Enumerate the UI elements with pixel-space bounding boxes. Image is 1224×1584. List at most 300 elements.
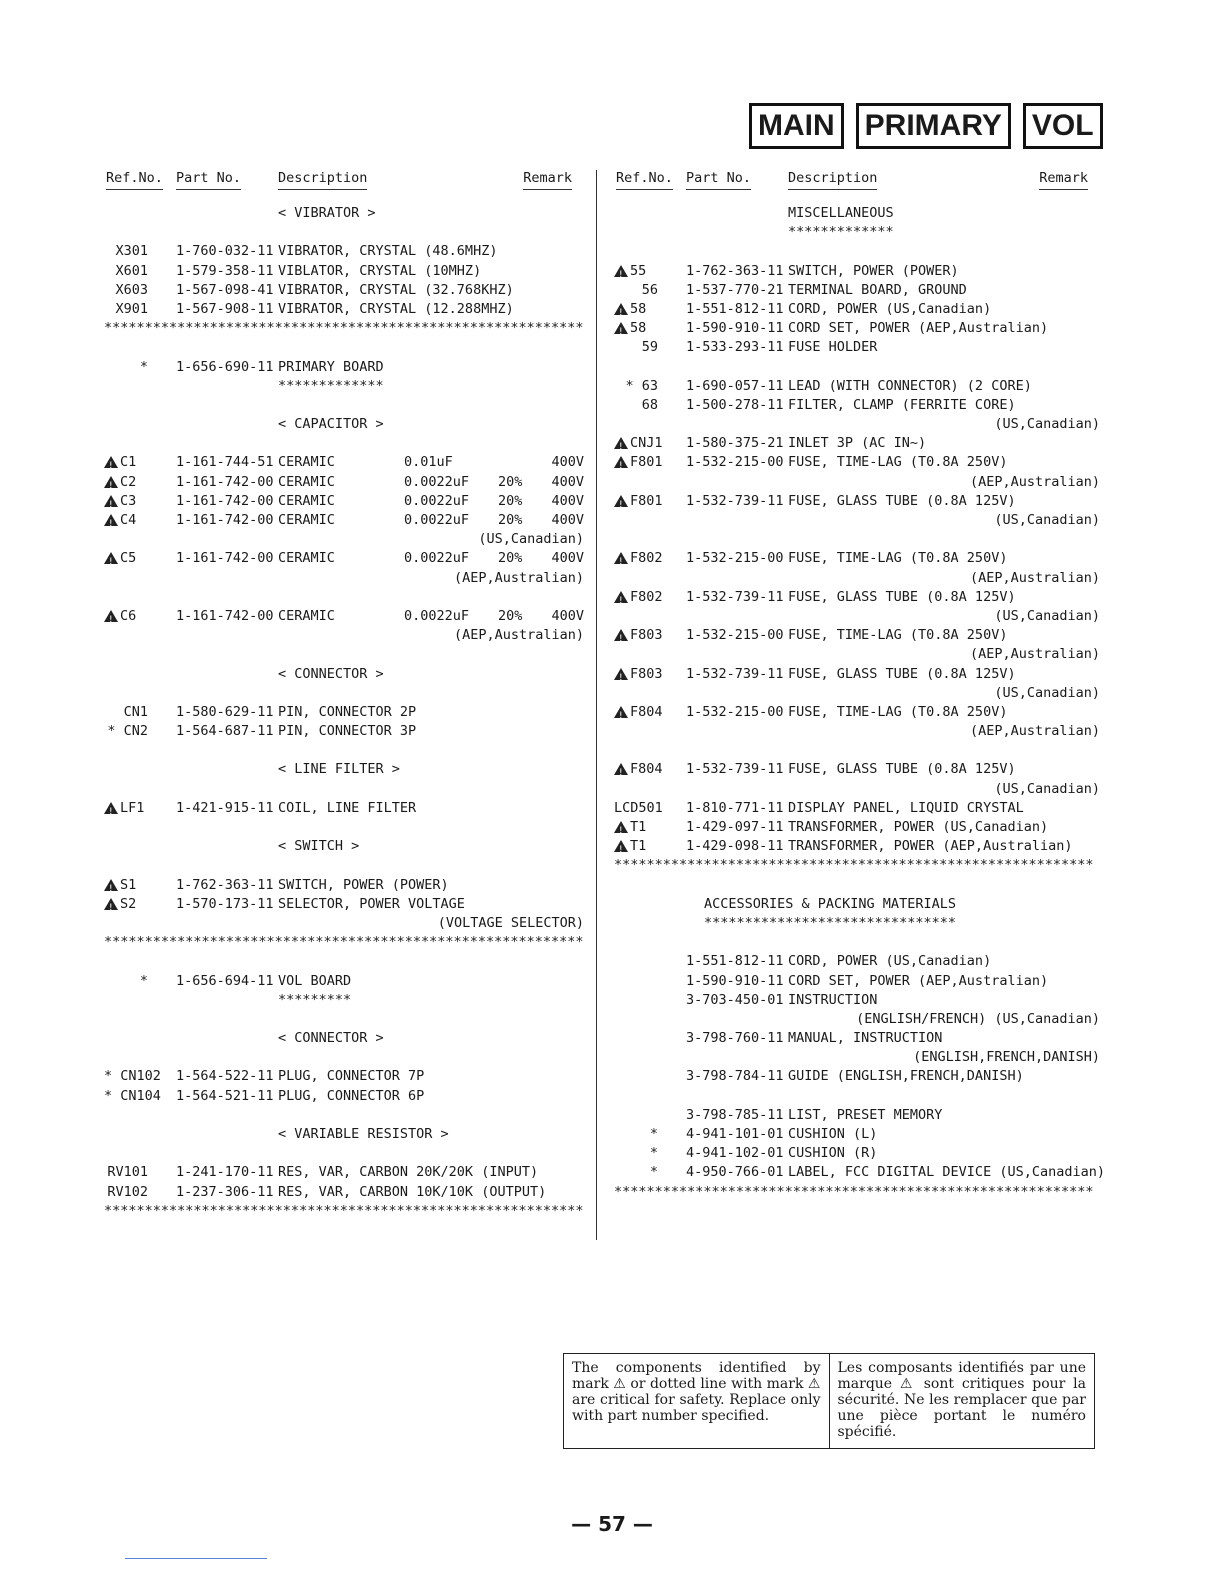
part-description: VIBRATOR, CRYSTAL (32.768KHZ) xyxy=(278,281,514,298)
part-number: 1-161-742-00 xyxy=(176,512,274,528)
part-number: 1-570-173-11 xyxy=(176,895,274,912)
part-description: VIBLATOR, CRYSTAL (10MHZ) xyxy=(278,262,482,279)
part-tolerance: 20% xyxy=(498,607,523,624)
blank-row xyxy=(614,530,1100,549)
blank-row xyxy=(614,876,1100,895)
column-headers xyxy=(614,170,1100,196)
part-row xyxy=(104,300,584,319)
part-row xyxy=(614,262,1100,281)
safety-warning-icon xyxy=(104,495,118,507)
part-row xyxy=(614,338,1100,357)
part-description: CERAMIC xyxy=(278,550,335,567)
part-tolerance: 20% xyxy=(498,492,523,509)
remark-row xyxy=(614,569,1100,588)
remark-text: (AEP,Australian) xyxy=(453,569,584,586)
part-number: 1-161-742-00 xyxy=(176,607,274,624)
ref-number: C2 xyxy=(120,473,137,490)
remark-text: (ENGLISH,FRENCH,DANISH) xyxy=(913,1049,1100,1066)
part-number: 1-532-215-00 xyxy=(686,454,784,471)
part-description: INSTRUCTION xyxy=(788,991,878,1008)
part-row xyxy=(614,991,1100,1010)
part-value: 0.0022uF xyxy=(404,492,470,509)
part-number: 1-590-910-11 xyxy=(686,320,784,337)
part-number: 1-532-215-00 xyxy=(686,627,784,644)
part-row xyxy=(104,473,584,492)
part-voltage: 400V xyxy=(551,512,584,528)
safety-warning-icon xyxy=(614,668,628,680)
remark-row xyxy=(104,626,584,645)
ref-number: 58 xyxy=(630,320,647,337)
remark-text: (ENGLISH/FRENCH) (US,Canadian) xyxy=(856,1010,1100,1027)
safety-warning-icon xyxy=(104,898,118,910)
part-row xyxy=(104,1067,584,1086)
part-description: CORD, POWER (US,Canadian) xyxy=(788,953,992,970)
blank-row xyxy=(104,741,584,760)
part-number: 1-500-278-11 xyxy=(686,396,784,413)
asterisk-separator: *********************************************************** xyxy=(614,1183,1094,1200)
safety-warning-icon xyxy=(614,456,628,468)
ref-number: 59 xyxy=(641,339,658,356)
part-row xyxy=(614,434,1100,453)
part-description: FUSE, GLASS TUBE (0.8A 125V) xyxy=(788,761,1016,778)
ref-number: CNJ1 xyxy=(630,435,663,452)
section-heading xyxy=(104,760,584,779)
section-label: ************* xyxy=(788,224,894,241)
part-row xyxy=(614,1125,1100,1144)
ref-number: C3 xyxy=(120,492,137,509)
ref-number: F802 xyxy=(630,550,663,567)
header-part: Part No. xyxy=(176,170,241,190)
part-row xyxy=(614,1106,1100,1125)
part-row xyxy=(614,377,1100,396)
safety-warning-icon xyxy=(104,476,118,488)
part-row xyxy=(614,760,1100,779)
part-number: 1-532-215-00 xyxy=(686,550,784,567)
part-row xyxy=(104,281,584,300)
part-voltage: 400V xyxy=(551,607,584,624)
section-label: ************* xyxy=(278,377,384,394)
part-number: 1-760-032-11 xyxy=(176,243,274,260)
part-number: 1-590-910-11 xyxy=(686,972,784,989)
part-number: 1-567-908-11 xyxy=(176,300,274,317)
separator-row xyxy=(614,1183,1100,1202)
part-description: PRIMARY BOARD xyxy=(278,358,384,375)
part-row xyxy=(104,358,584,377)
remark-row xyxy=(614,473,1100,492)
part-description: CORD, POWER (US,Canadian) xyxy=(788,300,992,317)
asterisk-separator: *********************************************************** xyxy=(104,320,584,337)
part-description: CERAMIC xyxy=(278,607,335,624)
remark-row xyxy=(614,645,1100,664)
part-row xyxy=(614,453,1100,472)
part-description: FUSE, TIME-LAG (T0.8A 250V) xyxy=(788,454,1008,471)
blank-row xyxy=(104,684,584,703)
ref-number: * xyxy=(139,358,148,375)
safety-warning-icon xyxy=(614,840,628,852)
part-value: 0.0022uF xyxy=(404,512,470,528)
part-description: FUSE, TIME-LAG (T0.8A 250V) xyxy=(788,703,1008,720)
part-number: 1-532-739-11 xyxy=(686,761,784,778)
remark-text: (AEP,Australian) xyxy=(969,569,1100,586)
parts-list-right xyxy=(614,170,1105,1202)
ref-number: * CN2 xyxy=(107,723,148,740)
part-number: 3-798-785-11 xyxy=(686,1106,784,1123)
part-number: 1-551-812-11 xyxy=(686,300,784,317)
part-number: 1-532-215-00 xyxy=(686,703,784,720)
right-rows xyxy=(614,204,1105,1202)
remark-row xyxy=(614,1010,1100,1029)
ref-number: C6 xyxy=(120,607,137,624)
part-number: 1-762-363-11 xyxy=(176,876,274,893)
blank-row xyxy=(104,223,584,242)
section-label: ACCESSORIES & PACKING MATERIALS xyxy=(704,895,956,912)
part-description: VOL BOARD xyxy=(278,972,352,989)
blank-row xyxy=(614,242,1100,261)
ref-number: 56 xyxy=(641,281,658,298)
part-description: GUIDE (ENGLISH,FRENCH,DANISH) xyxy=(788,1068,1024,1085)
safety-notice xyxy=(563,1353,1095,1449)
part-description: FUSE, TIME-LAG (T0.8A 250V) xyxy=(788,550,1008,567)
part-description: SWITCH, POWER (POWER) xyxy=(788,262,959,279)
safety-warning-icon xyxy=(614,552,628,564)
section-heading xyxy=(104,377,584,396)
remark-text: (VOLTAGE SELECTOR) xyxy=(437,914,584,931)
part-row xyxy=(614,300,1100,319)
part-value: 0.0022uF xyxy=(404,473,470,490)
part-description: LEAD (WITH CONNECTOR) (2 CORE) xyxy=(788,377,1032,394)
remark-text: (AEP,Australian) xyxy=(969,473,1100,490)
blank-row xyxy=(104,952,584,971)
blank-row xyxy=(614,1087,1100,1106)
part-row xyxy=(104,607,584,626)
part-description: LIST, PRESET MEMORY xyxy=(788,1106,943,1123)
blank-row xyxy=(104,1106,584,1125)
part-number: 1-161-742-00 xyxy=(176,473,274,490)
part-row xyxy=(614,281,1100,300)
section-heading xyxy=(614,204,1100,223)
part-row xyxy=(614,665,1100,684)
part-row xyxy=(104,722,584,741)
part-voltage: 400V xyxy=(551,550,584,567)
blank-row xyxy=(104,1010,584,1029)
blank-row xyxy=(104,588,584,607)
tab-primary: PRIMARY xyxy=(857,104,1010,148)
separator-row xyxy=(614,856,1100,875)
ref-number: F804 xyxy=(630,703,663,720)
safety-warning-icon xyxy=(104,802,118,814)
footer-rule xyxy=(125,1558,267,1559)
part-row xyxy=(104,972,584,991)
part-number: 1-564-522-11 xyxy=(176,1068,274,1085)
asterisk-separator: *********************************************************** xyxy=(104,1202,584,1219)
blank-row xyxy=(104,818,584,837)
remark-row xyxy=(104,569,584,588)
ref-number: F803 xyxy=(630,665,663,682)
part-description: MANUAL, INSTRUCTION xyxy=(788,1030,943,1047)
safety-warning-icon xyxy=(614,495,628,507)
ref-number: * xyxy=(649,1126,658,1142)
ref-number: X901 xyxy=(115,300,148,317)
remark-text: (US,Canadian) xyxy=(994,416,1100,433)
remark-text: (AEP,Australian) xyxy=(969,723,1100,740)
blank-row xyxy=(104,856,584,875)
ref-number: X603 xyxy=(115,281,148,298)
ref-number: C5 xyxy=(120,550,137,567)
part-row xyxy=(614,799,1100,818)
part-number: 3-798-760-11 xyxy=(686,1030,784,1047)
part-row xyxy=(614,1144,1100,1163)
section-label: ******************************* xyxy=(704,914,956,931)
ref-number: S2 xyxy=(120,895,137,912)
header-ref: Ref.No. xyxy=(616,170,673,190)
part-row xyxy=(614,972,1100,991)
blank-row xyxy=(614,741,1100,760)
part-number: 1-656-694-11 xyxy=(176,972,274,989)
part-number: 1-532-739-11 xyxy=(686,492,784,509)
safety-warning-icon xyxy=(104,552,118,564)
part-description: CUSHION (L) xyxy=(788,1126,878,1142)
part-row xyxy=(104,453,584,472)
part-number: 1-429-097-11 xyxy=(686,819,784,835)
part-tolerance: 20% xyxy=(498,473,523,490)
part-number: 1-161-744-51 xyxy=(176,454,274,471)
remark-row xyxy=(614,607,1100,626)
blank-row xyxy=(104,645,584,664)
safety-warning-icon xyxy=(104,456,118,468)
remark-row xyxy=(614,684,1100,703)
ref-number: F801 xyxy=(630,492,663,509)
header-ref: Ref.No. xyxy=(106,170,163,190)
part-row xyxy=(614,396,1100,415)
ref-number: RV101 xyxy=(107,1164,148,1181)
part-row xyxy=(614,549,1100,568)
part-description: CERAMIC xyxy=(278,454,335,471)
part-description: PIN, CONNECTOR 3P xyxy=(278,723,417,740)
asterisk-separator: *********************************************************** xyxy=(614,857,1094,874)
ref-number: * xyxy=(649,1145,658,1162)
blank-row xyxy=(104,780,584,799)
part-value: 0.0022uF xyxy=(404,550,470,567)
part-number: 1-580-375-21 xyxy=(686,435,784,452)
part-number: 1-532-739-11 xyxy=(686,665,784,682)
part-description: INLET 3P (AC IN~) xyxy=(788,435,927,452)
ref-number: RV102 xyxy=(107,1183,148,1200)
part-number: 1-690-057-11 xyxy=(686,377,784,394)
ref-number: C1 xyxy=(120,454,137,471)
remark-row xyxy=(614,1048,1100,1067)
safety-warning-icon xyxy=(614,821,628,833)
remark-row xyxy=(614,415,1100,434)
part-number: 1-551-812-11 xyxy=(686,953,784,970)
part-description: RES, VAR, CARBON 10K/10K (OUTPUT) xyxy=(278,1183,547,1200)
section-heading xyxy=(104,415,584,434)
safety-warning-icon xyxy=(614,629,628,641)
section-heading xyxy=(614,895,1100,914)
separator-row xyxy=(104,933,584,952)
part-description: SWITCH, POWER (POWER) xyxy=(278,876,449,893)
blank-row xyxy=(104,396,584,415)
part-description: CORD SET, POWER (AEP,Australian) xyxy=(788,972,1049,989)
part-number: 1-564-521-11 xyxy=(176,1087,274,1104)
blank-row xyxy=(104,1048,584,1067)
header-desc: Description xyxy=(278,170,367,190)
section-label: ********* xyxy=(278,991,352,1008)
remark-row xyxy=(104,914,584,933)
part-row xyxy=(104,242,584,261)
remark-text: (AEP,Australian) xyxy=(969,646,1100,663)
remark-row xyxy=(104,530,584,549)
part-number: 3-703-450-01 xyxy=(686,991,784,1008)
section-label: < CONNECTOR > xyxy=(278,1030,384,1047)
part-description: TRANSFORMER, POWER (AEP,Australian) xyxy=(788,838,1073,855)
part-number: 4-941-101-01 xyxy=(686,1126,784,1142)
ref-number: C4 xyxy=(120,512,137,528)
ref-number: X601 xyxy=(115,262,148,279)
part-number: 1-580-629-11 xyxy=(176,703,274,720)
part-description: CORD SET, POWER (AEP,Australian) xyxy=(788,320,1049,337)
part-row xyxy=(104,262,584,281)
part-tolerance: 20% xyxy=(498,512,523,528)
part-description: FUSE, GLASS TUBE (0.8A 125V) xyxy=(788,588,1016,605)
ref-number: F803 xyxy=(630,627,663,644)
part-description: PLUG, CONNECTOR 6P xyxy=(278,1087,425,1104)
part-voltage: 400V xyxy=(551,454,584,471)
part-description: COIL, LINE FILTER xyxy=(278,799,417,816)
asterisk-separator: *********************************************************** xyxy=(104,934,584,951)
tab-vol: VOL xyxy=(1024,104,1102,148)
part-number: 4-950-766-01 xyxy=(686,1164,784,1181)
section-label: < VARIABLE RESISTOR > xyxy=(278,1126,449,1142)
part-number: 1-161-742-00 xyxy=(176,550,274,567)
ref-number: * CN104 xyxy=(104,1087,161,1104)
part-number: 1-237-306-11 xyxy=(176,1183,274,1200)
header-remark: Remark xyxy=(523,170,572,190)
part-number: 1-533-293-11 xyxy=(686,339,784,356)
safety-warning-icon xyxy=(614,303,628,315)
part-description: SELECTOR, POWER VOLTAGE xyxy=(278,895,465,912)
section-label: < LINE FILTER > xyxy=(278,761,400,778)
part-description: CERAMIC xyxy=(278,492,335,509)
ref-number: * xyxy=(139,972,148,989)
safety-warning-icon xyxy=(104,879,118,891)
blank-row xyxy=(614,933,1100,952)
part-description: VIBRATOR, CRYSTAL (48.6MHZ) xyxy=(278,243,498,260)
safety-warning-icon xyxy=(614,265,628,277)
remark-text: (US,Canadian) xyxy=(994,607,1100,624)
ref-number: * 63 xyxy=(625,377,658,394)
part-description: FUSE HOLDER xyxy=(788,339,878,356)
part-row xyxy=(104,1163,584,1182)
part-row xyxy=(614,1163,1105,1182)
part-number: 1-241-170-11 xyxy=(176,1164,274,1181)
part-number: 1-421-915-11 xyxy=(176,799,274,816)
column-divider xyxy=(596,170,597,1240)
part-description: VIBRATOR, CRYSTAL (12.288MHZ) xyxy=(278,300,514,317)
section-label: < SWITCH > xyxy=(278,838,360,855)
blank-row xyxy=(614,358,1100,377)
tab-main: MAIN xyxy=(750,104,843,148)
part-number: 1-762-363-11 xyxy=(686,262,784,279)
ref-number: F804 xyxy=(630,761,663,778)
part-row xyxy=(614,626,1100,645)
part-row xyxy=(614,837,1100,856)
part-description: FUSE, GLASS TUBE (0.8A 125V) xyxy=(788,492,1016,509)
remark-text: (US,Canadian) xyxy=(994,684,1100,701)
part-number: 1-656-690-11 xyxy=(176,358,274,375)
ref-number: 55 xyxy=(630,262,647,279)
ref-number: T1 xyxy=(630,838,647,855)
part-row xyxy=(104,876,584,895)
safety-notice-french: Les composants identifiés par une marque ⚠ sont critiques pour la sécurité. Ne les remplacer que par une pièce portant le numéro spécifié. xyxy=(829,1354,1095,1448)
part-number: 1-537-770-21 xyxy=(686,281,784,298)
part-description: CERAMIC xyxy=(278,473,335,490)
parts-list-left xyxy=(104,170,584,1221)
section-heading xyxy=(104,1125,584,1144)
part-description: PIN, CONNECTOR 2P xyxy=(278,703,417,720)
part-number: 1-429-098-11 xyxy=(686,838,784,855)
part-row xyxy=(104,1183,584,1202)
part-row xyxy=(614,588,1100,607)
column-headers xyxy=(104,170,584,196)
ref-number: * CN102 xyxy=(104,1068,161,1085)
ref-number: X301 xyxy=(115,243,148,260)
header-remark: Remark xyxy=(1039,170,1088,190)
section-heading xyxy=(104,837,584,856)
ref-number: * xyxy=(649,1164,658,1181)
part-description: FUSE, TIME-LAG (T0.8A 250V) xyxy=(788,627,1008,644)
blank-row xyxy=(104,434,584,453)
part-description: FUSE, GLASS TUBE (0.8A 125V) xyxy=(788,665,1016,682)
remark-text: (US,Canadian) xyxy=(994,780,1100,797)
safety-warning-icon xyxy=(104,514,118,526)
ref-number: T1 xyxy=(630,819,647,835)
part-value: 0.0022uF xyxy=(404,607,470,624)
part-description: CUSHION (R) xyxy=(788,1145,878,1162)
remark-row xyxy=(614,722,1100,741)
part-number: 1-579-358-11 xyxy=(176,262,274,279)
part-number: 4-941-102-01 xyxy=(686,1145,784,1162)
part-row xyxy=(104,895,584,914)
part-number: 1-564-687-11 xyxy=(176,723,274,740)
part-row xyxy=(104,1087,584,1106)
header-desc: Description xyxy=(788,170,877,190)
part-description: RES, VAR, CARBON 20K/20K (INPUT) xyxy=(278,1164,539,1181)
ref-number: CN1 xyxy=(123,703,148,720)
part-row xyxy=(104,799,584,818)
part-tolerance: 20% xyxy=(498,550,523,567)
part-description: TRANSFORMER, POWER (US,Canadian) xyxy=(788,819,1049,835)
part-description: CERAMIC xyxy=(278,512,335,528)
part-description: PLUG, CONNECTOR 7P xyxy=(278,1068,425,1085)
remark-row xyxy=(614,511,1100,530)
ref-number: LCD501 xyxy=(614,799,663,816)
part-voltage: 400V xyxy=(551,492,584,509)
part-description: TERMINAL BOARD, GROUND xyxy=(788,281,967,298)
part-description: LABEL, FCC DIGITAL DEVICE (US,Canadian) xyxy=(788,1164,1105,1181)
part-row xyxy=(614,703,1100,722)
part-row xyxy=(614,1067,1100,1086)
remark-text: (US,Canadian) xyxy=(478,531,584,548)
ref-number: LF1 xyxy=(120,799,145,816)
part-row xyxy=(104,511,584,530)
safety-warning-icon xyxy=(614,322,628,334)
part-row xyxy=(614,492,1100,511)
part-row xyxy=(614,319,1100,338)
safety-warning-icon xyxy=(614,763,628,775)
part-number: 3-798-784-11 xyxy=(686,1068,784,1085)
safety-warning-icon xyxy=(104,610,118,622)
blank-row xyxy=(104,338,584,357)
